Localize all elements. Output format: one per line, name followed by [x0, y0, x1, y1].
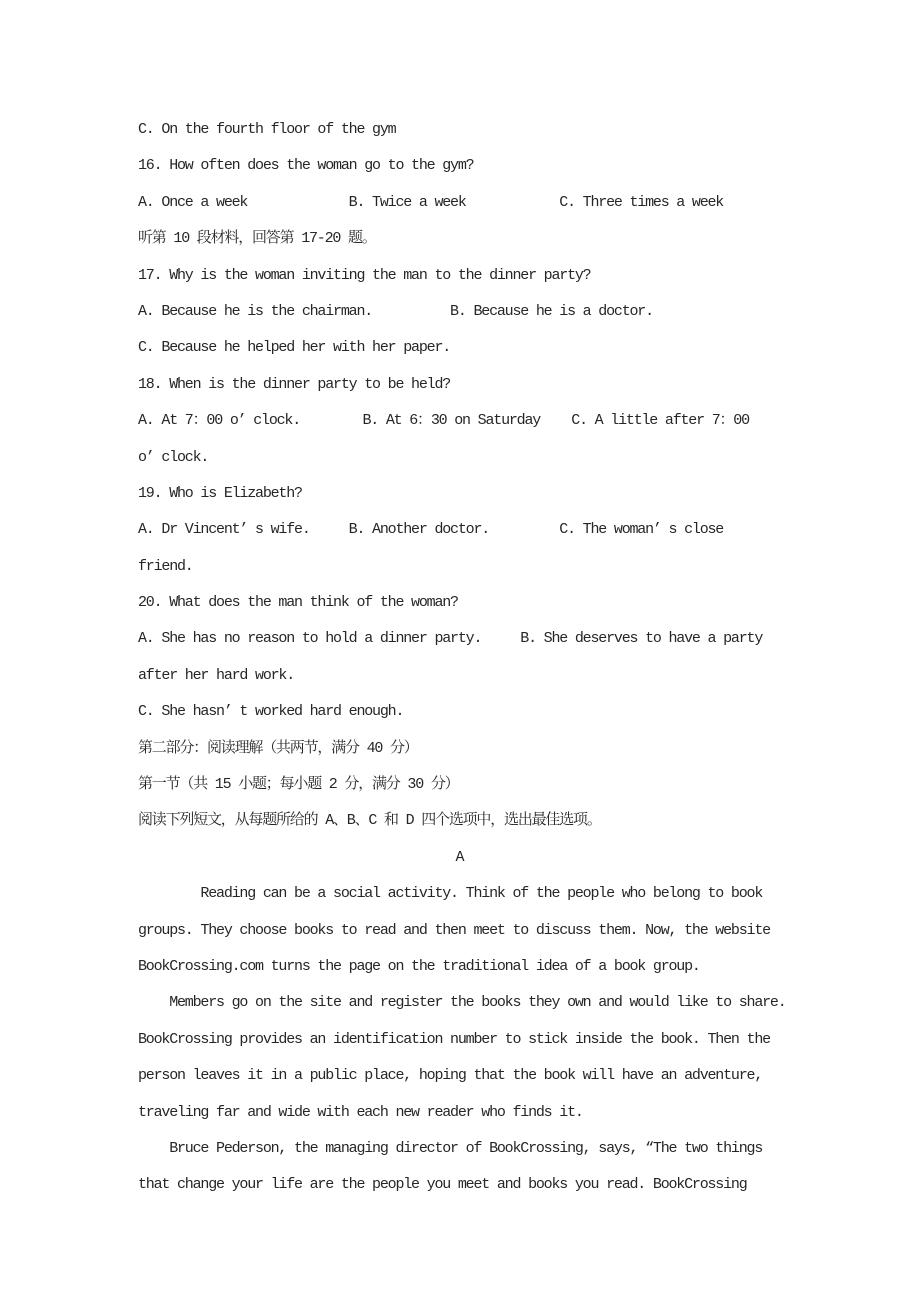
- text-line: A. Once a week B. Twice a week C. Three times a week: [138, 193, 724, 211]
- text-line: friend.: [138, 557, 193, 575]
- text-line: Reading can be a social activity. Think of the people who belong to book: [138, 885, 763, 903]
- text-line: that change your life are the people you meet and books you read. BookCrossing: [138, 1176, 747, 1194]
- text-line: 17. Why is the woman inviting the man to the dinner party?: [138, 266, 591, 284]
- text-line: A. She has no reason to hold a dinner party. B. She deserves to have a party: [138, 630, 763, 648]
- text-line: traveling far and wide with each new reader who finds it.: [138, 1103, 583, 1121]
- text-line: person leaves it in a public place, hoping that the book will have an adventure,: [138, 1067, 763, 1085]
- text-line: Members go on the site and register the books they own and would like to share.: [138, 994, 786, 1012]
- text-line: 19. Who is Elizabeth?: [138, 484, 302, 502]
- text-line: 第一节（共 15 小题；每小题 2 分，满分 30 分）: [138, 776, 459, 794]
- text-line: 阅读下列短文，从每题所给的 A、B、C 和 D 四个选项中，选出最佳选项。: [138, 812, 601, 830]
- text-line: 听第 10 段材料，回答第 17-20 题。: [138, 230, 376, 248]
- text-line: A: [455, 848, 465, 866]
- text-line: 第二部分：阅读理解（共两节，满分 40 分）: [138, 739, 418, 757]
- text-line: A. Dr Vincent’ s wife. B. Another doctor. C. The woman’ s close: [138, 521, 724, 539]
- text-line: A. Because he is the chairman. B. Because he is a doctor.: [138, 302, 653, 320]
- text-line: C. Because he helped her with her paper.: [138, 339, 451, 357]
- text-line: 20. What does the man think of the woman?: [138, 594, 458, 612]
- text-line: Bruce Pederson, the managing director of BookCrossing, says, “The two things: [138, 1139, 763, 1157]
- text-line: C. She hasn’ t worked hard enough.: [138, 703, 404, 721]
- text-line: A. At 7：00 o’ clock. B. At 6：30 on Saturday C. A little after 7：00: [138, 412, 749, 430]
- text-line: 16. How often does the woman go to the gym?: [138, 157, 474, 175]
- text-line: after her hard work.: [138, 666, 295, 684]
- text-line: o’ clock.: [138, 448, 209, 466]
- text-line: BookCrossing provides an identification number to stick inside the book. Then the: [138, 1030, 770, 1048]
- text-line: groups. They choose books to read and then meet to discuss them. Now, the website: [138, 921, 770, 939]
- text-line: BookCrossing.com turns the page on the traditional idea of a book group.: [138, 957, 700, 975]
- text-line: C. On the fourth floor of the gym: [138, 121, 396, 138]
- text-line: 18. When is the dinner party to be held?: [138, 375, 451, 393]
